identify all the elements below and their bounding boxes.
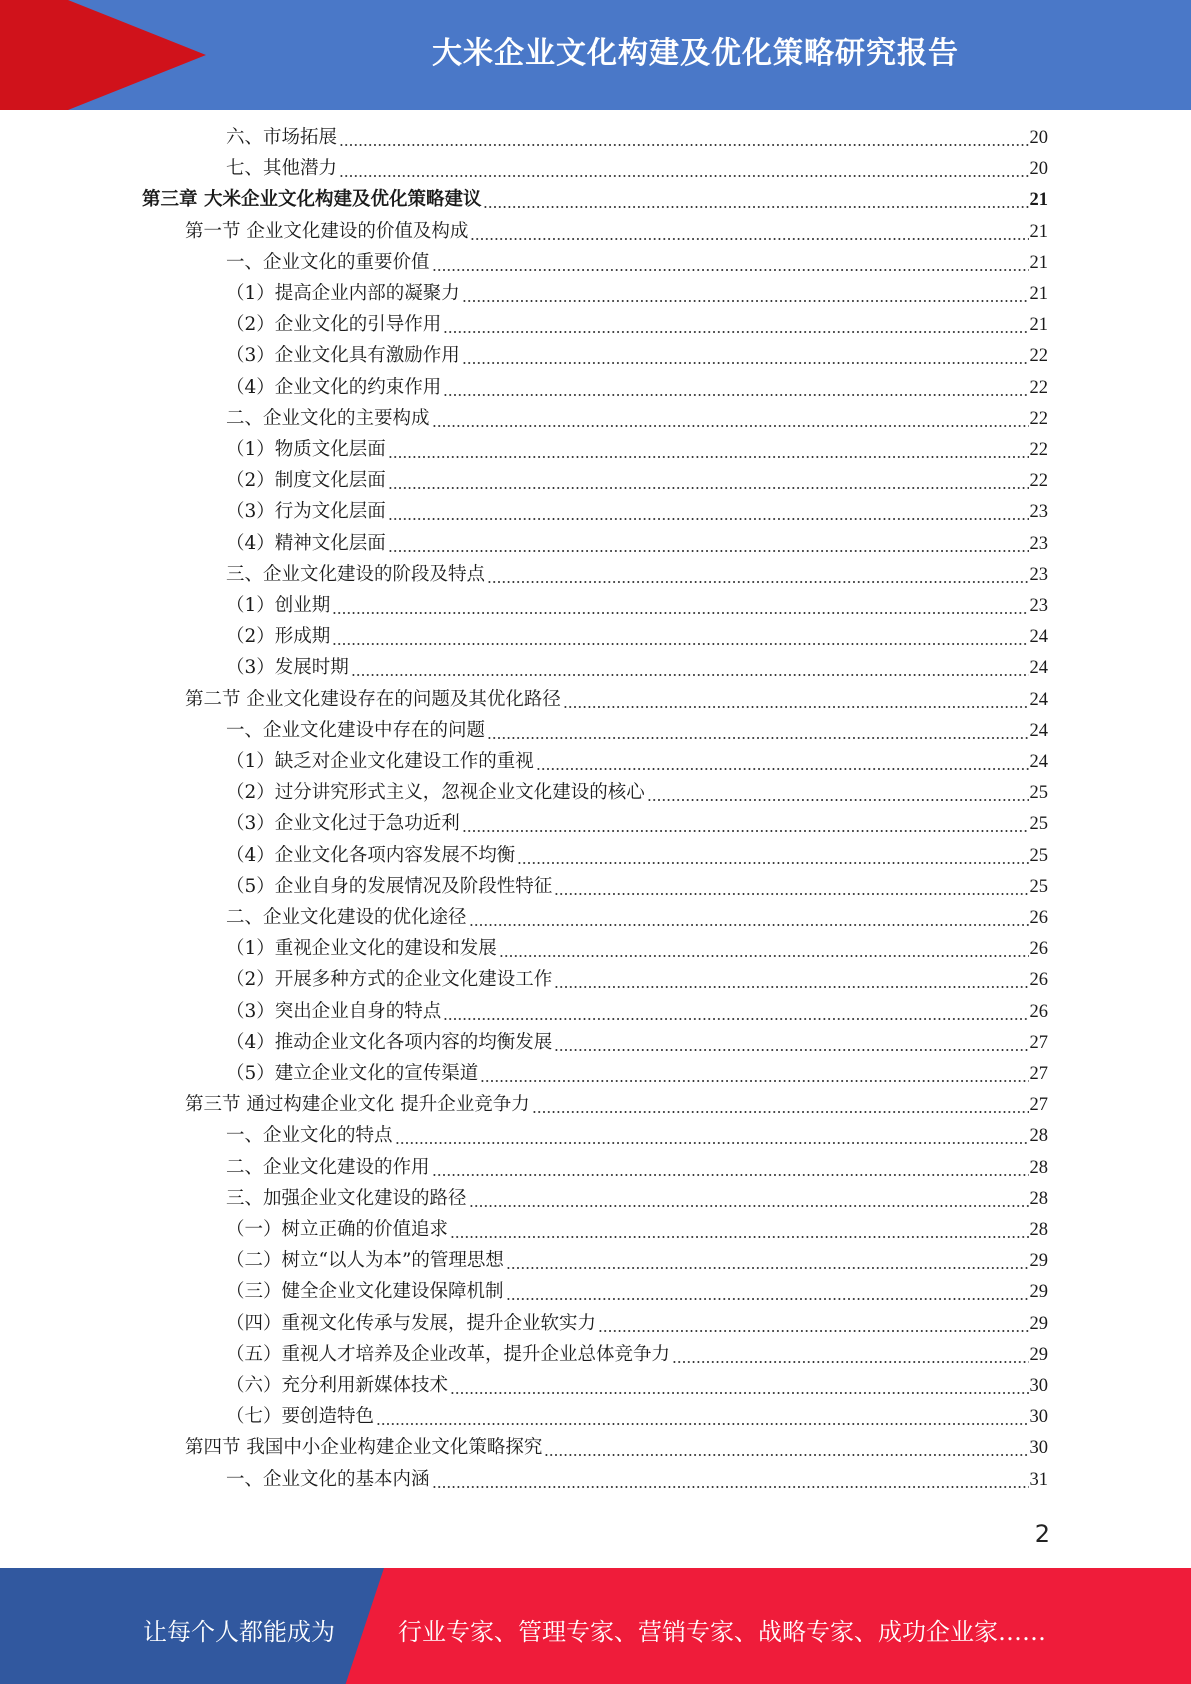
toc-entry-page: 29 — [1029, 1282, 1048, 1303]
toc-entry-page: 20 — [1029, 128, 1048, 148]
toc-leader-dots — [554, 1034, 1028, 1052]
toc-entry-page: 24 — [1029, 627, 1048, 648]
toc-entry-label: 一、企业文化的基本内涵 — [226, 1468, 430, 1490]
toc-entry-page: 21 — [1029, 315, 1048, 336]
toc-entry-page: 29 — [1029, 1251, 1048, 1272]
toc-leader-dots — [483, 191, 1028, 209]
toc-entry[interactable] — [226, 844, 1048, 868]
toc-leader-dots — [554, 878, 1028, 896]
toc-leader-dots — [563, 691, 1029, 709]
toc-entry-page: 24 — [1029, 720, 1048, 741]
toc-entry[interactable] — [226, 1468, 1048, 1492]
toc-entry-page: 20 — [1029, 159, 1048, 180]
toc-entry[interactable] — [226, 750, 1048, 774]
toc-entry-page: 22 — [1029, 377, 1048, 398]
toc-entry-page: 26 — [1029, 939, 1048, 960]
toc-entry[interactable] — [185, 220, 1048, 244]
toc-leader-dots — [462, 285, 1029, 303]
toc-entry-page: 23 — [1029, 564, 1048, 585]
toc-leader-dots — [339, 160, 1028, 178]
toc-entry-page: 27 — [1029, 1064, 1048, 1084]
toc-entry-label: 三、加强企业文化建设的路径 — [226, 1187, 467, 1209]
toc-entry-label: 第二节 企业文化建设存在的问题及其优化路径 — [185, 688, 561, 710]
toc-entry[interactable] — [185, 1436, 1048, 1460]
toc-entry[interactable] — [226, 251, 1048, 275]
toc-entry-label: 第三章 大米企业文化构建及优化策略建议 — [142, 189, 482, 211]
toc-entry-label: 一、企业文化建设中存在的问题 — [226, 719, 486, 741]
toc-entry-label: （3）企业文化过于急功近利 — [226, 813, 460, 835]
toc-leader-dots — [506, 1252, 1029, 1270]
toc-entry-page: 22 — [1029, 408, 1048, 429]
page-number: 2 — [1034, 1520, 1050, 1548]
toc-entry-page: 31 — [1029, 1469, 1048, 1490]
toc-leader-dots — [388, 472, 1029, 490]
toc-entry[interactable] — [226, 906, 1048, 930]
toc-entry[interactable] — [185, 1093, 1048, 1117]
toc-leader-dots — [332, 628, 1028, 646]
toc-entry[interactable] — [226, 407, 1048, 431]
toc-entry-label: （1）缺乏对企业文化建设工作的重视 — [226, 751, 534, 772]
header-red-block — [0, 0, 68, 110]
toc-leader-dots — [339, 129, 1028, 147]
toc-entry-label: （4）企业文化的约束作用 — [226, 376, 442, 398]
toc-leader-dots — [443, 379, 1028, 397]
toc-leader-dots — [443, 1003, 1028, 1021]
toc-entry[interactable] — [185, 688, 1048, 712]
toc-entry-page: 21 — [1029, 190, 1048, 211]
toc-entry-page: 21 — [1029, 252, 1048, 273]
toc-entry[interactable] — [226, 126, 1048, 150]
toc-entry[interactable] — [226, 1374, 1048, 1398]
toc-entry-label: （2）企业文化的引导作用 — [226, 314, 442, 336]
footer-slogan-left: 让每个人都能成为 — [143, 1618, 335, 1646]
toc-entry-page: 30 — [1029, 1407, 1048, 1428]
toc-entry-page: 21 — [1029, 221, 1048, 242]
toc-entry-label: 六、市场拓展 — [226, 127, 338, 148]
toc-entry-label: （2）开展多种方式的企业文化建设工作 — [226, 969, 553, 991]
toc-entry-label: （2）过分讲究形式主义，忽视企业文化建设的核心 — [226, 782, 645, 804]
toc-entry-label: （4）推动企业文化各项内容的均衡发展 — [226, 1031, 553, 1053]
toc-entry-label: （1）物质文化层面 — [226, 439, 386, 460]
toc-leader-dots — [432, 410, 1029, 428]
toc-entry[interactable] — [226, 781, 1048, 805]
toc-entry-page: 26 — [1029, 908, 1048, 928]
toc-leader-dots — [376, 1408, 1028, 1426]
toc-entry-label: 一、企业文化的特点 — [226, 1125, 393, 1147]
toc-entry[interactable] — [226, 532, 1048, 556]
toc-entry-label: （4）企业文化各项内容发展不均衡 — [226, 844, 516, 866]
toc-entry-label: （3）突出企业自身的特点 — [226, 1000, 442, 1022]
toc-entry-label: 第三节 通过构建企业文化 提升企业竞争力 — [185, 1094, 530, 1116]
toc-leader-dots — [432, 1471, 1029, 1489]
toc-entry-label: （三）健全企业文化建设保障机制 — [226, 1281, 504, 1303]
toc-leader-dots — [462, 347, 1029, 365]
toc-entry-page: 28 — [1029, 1126, 1048, 1147]
toc-entry-label: 二、企业文化建设的作用 — [226, 1156, 430, 1178]
toc-entry[interactable] — [226, 1312, 1048, 1336]
toc-entry[interactable] — [226, 875, 1048, 899]
toc-entry-page: 25 — [1029, 876, 1048, 897]
toc-leader-dots — [487, 722, 1028, 740]
toc-entry-label: 二、企业文化建设的优化途径 — [226, 907, 467, 928]
toc-entry-page: 28 — [1029, 1188, 1048, 1209]
toc-leader-dots — [517, 847, 1028, 865]
toc-leader-dots — [536, 753, 1029, 771]
toc-entry[interactable] — [226, 157, 1048, 181]
toc-entry[interactable] — [226, 1249, 1048, 1273]
toc-entry[interactable] — [226, 1156, 1048, 1180]
toc-entry-label: （1）创业期 — [226, 595, 331, 616]
toc-entry-label: （5）建立企业文化的宣传渠道 — [226, 1063, 479, 1084]
toc-entry[interactable] — [226, 719, 1048, 743]
toc-leader-dots — [388, 441, 1029, 459]
toc-entry[interactable] — [226, 1000, 1048, 1024]
toc-entry-label: 三、企业文化建设的阶段及特点 — [226, 563, 486, 585]
toc-entry-page: 24 — [1029, 658, 1048, 679]
toc-entry-page: 22 — [1029, 440, 1048, 460]
header-red-arrow — [68, 0, 206, 110]
toc-entry-label: （3）企业文化具有激励作用 — [226, 345, 460, 367]
toc-entry-page: 29 — [1029, 1313, 1048, 1334]
toc-entry-page: 30 — [1029, 1376, 1048, 1396]
toc-entry-page: 30 — [1029, 1438, 1048, 1459]
toc-entry-page: 27 — [1029, 1032, 1048, 1053]
toc-leader-dots — [450, 1377, 1028, 1395]
toc-entry-label: （4）精神文化层面 — [226, 532, 386, 554]
toc-entry-page: 23 — [1029, 502, 1048, 523]
toc-leader-dots — [487, 566, 1028, 584]
toc-leader-dots — [544, 1439, 1028, 1457]
toc-entry[interactable] — [226, 1031, 1048, 1055]
toc-entry-label: 七、其他潜力 — [226, 158, 338, 180]
toc-leader-dots — [450, 1221, 1028, 1239]
toc-entry[interactable] — [226, 563, 1048, 587]
toc-leader-dots — [647, 784, 1029, 802]
toc-entry-page: 25 — [1029, 845, 1048, 866]
toc-entry-label: （六）充分利用新媒体技术 — [226, 1375, 449, 1396]
toc-entry-page: 23 — [1029, 533, 1048, 554]
toc-leader-dots — [432, 254, 1029, 272]
toc-leader-dots — [443, 316, 1028, 334]
toc-entry-label: （一）树立正确的价值追求 — [226, 1219, 449, 1240]
toc-leader-dots — [432, 1159, 1029, 1177]
toc-entry[interactable] — [226, 656, 1048, 680]
toc-leader-dots — [499, 940, 1029, 958]
toc-entry[interactable] — [226, 1280, 1048, 1304]
toc-leader-dots — [388, 503, 1029, 521]
toc-entry-page: 21 — [1029, 284, 1048, 304]
toc-entry-page: 25 — [1029, 783, 1048, 804]
toc-leader-dots — [506, 1283, 1029, 1301]
toc-entry[interactable] — [226, 313, 1048, 337]
toc-entry[interactable] — [226, 594, 1048, 618]
toc-entry-page: 22 — [1029, 471, 1048, 492]
toc-entry-page: 26 — [1029, 1001, 1048, 1022]
toc-entry[interactable] — [226, 282, 1048, 306]
toc-entry-page: 28 — [1029, 1157, 1048, 1178]
toc-entry[interactable] — [226, 1124, 1048, 1148]
toc-leader-dots — [462, 815, 1029, 833]
toc-entry-page: 22 — [1029, 346, 1048, 367]
toc-leader-dots — [532, 1096, 1029, 1114]
toc-entry[interactable] — [226, 625, 1048, 649]
toc-entry-label: （四）重视文化传承与发展，提升企业软实力 — [226, 1312, 597, 1334]
toc-entry[interactable] — [226, 937, 1048, 961]
toc-leader-dots — [470, 223, 1028, 241]
toc-entry-page: 26 — [1029, 970, 1048, 991]
toc-leader-dots — [388, 535, 1029, 553]
toc-entry[interactable] — [226, 500, 1048, 524]
toc-entry[interactable] — [226, 376, 1048, 400]
toc-entry[interactable] — [226, 469, 1048, 493]
toc-entry[interactable] — [142, 188, 1048, 212]
footer-banner — [0, 1568, 1191, 1684]
toc-entry-page: 27 — [1029, 1095, 1048, 1116]
toc-leader-dots — [469, 909, 1029, 927]
toc-entry-label: （2）形成期 — [226, 626, 331, 648]
toc-entry-label: （3）行为文化层面 — [226, 501, 386, 523]
toc-entry-page: 23 — [1029, 596, 1048, 616]
toc-entry-label: （七）要创造特色 — [226, 1406, 375, 1428]
toc-leader-dots — [469, 1190, 1029, 1208]
toc-entry-page: 24 — [1029, 752, 1048, 772]
toc-leader-dots — [395, 1127, 1029, 1145]
report-title: 大米企业文化构建及优化策略研究报告 — [432, 36, 959, 71]
toc-leader-dots — [598, 1315, 1028, 1333]
toc-entry-page: 29 — [1029, 1344, 1048, 1365]
toc-entry[interactable] — [226, 438, 1048, 462]
toc-entry[interactable] — [226, 812, 1048, 836]
toc-entry-label: 第四节 我国中小企业构建企业文化策略探究 — [185, 1437, 543, 1459]
toc-entry-label: （五）重视人才培养及企业改革，提升企业总体竞争力 — [226, 1343, 671, 1365]
toc-entry[interactable] — [226, 1405, 1048, 1429]
toc-entry-label: 二、企业文化的主要构成 — [226, 407, 430, 429]
toc-entry[interactable] — [226, 1218, 1048, 1242]
toc-entry-label: （1）提高企业内部的凝聚力 — [226, 283, 460, 304]
toc-leader-dots — [672, 1346, 1028, 1364]
header-banner — [0, 0, 1191, 110]
toc-entry[interactable] — [226, 1343, 1048, 1367]
toc-entry-label: （3）发展时期 — [226, 657, 349, 679]
toc-entry-label: （1）重视企业文化的建设和发展 — [226, 938, 497, 960]
toc-leader-dots — [480, 1065, 1028, 1083]
toc-entry-label: 第一节 企业文化建设的价值及构成 — [185, 220, 469, 242]
footer-slogan-right: 行业专家、管理专家、营销专家、战略专家、成功企业家…… — [398, 1618, 1046, 1646]
toc-leader-dots — [554, 971, 1028, 989]
toc-entry-label: （二）树立“以人为本”的管理思想 — [226, 1250, 504, 1272]
toc-entry[interactable] — [226, 344, 1048, 368]
toc-entry-label: （2）制度文化层面 — [226, 470, 386, 492]
toc-leader-dots — [332, 597, 1028, 615]
toc-entry[interactable] — [226, 1187, 1048, 1211]
toc-entry-page: 25 — [1029, 814, 1048, 835]
toc-entry-page: 28 — [1029, 1220, 1048, 1240]
toc-entry-page: 24 — [1029, 689, 1048, 710]
toc-leader-dots — [351, 659, 1029, 677]
toc-entry-label: （5）企业自身的发展情况及阶段性特征 — [226, 875, 553, 897]
toc-entry[interactable] — [226, 1062, 1048, 1086]
toc-entry-label: 一、企业文化的重要价值 — [226, 251, 430, 273]
toc-entry[interactable] — [226, 968, 1048, 992]
